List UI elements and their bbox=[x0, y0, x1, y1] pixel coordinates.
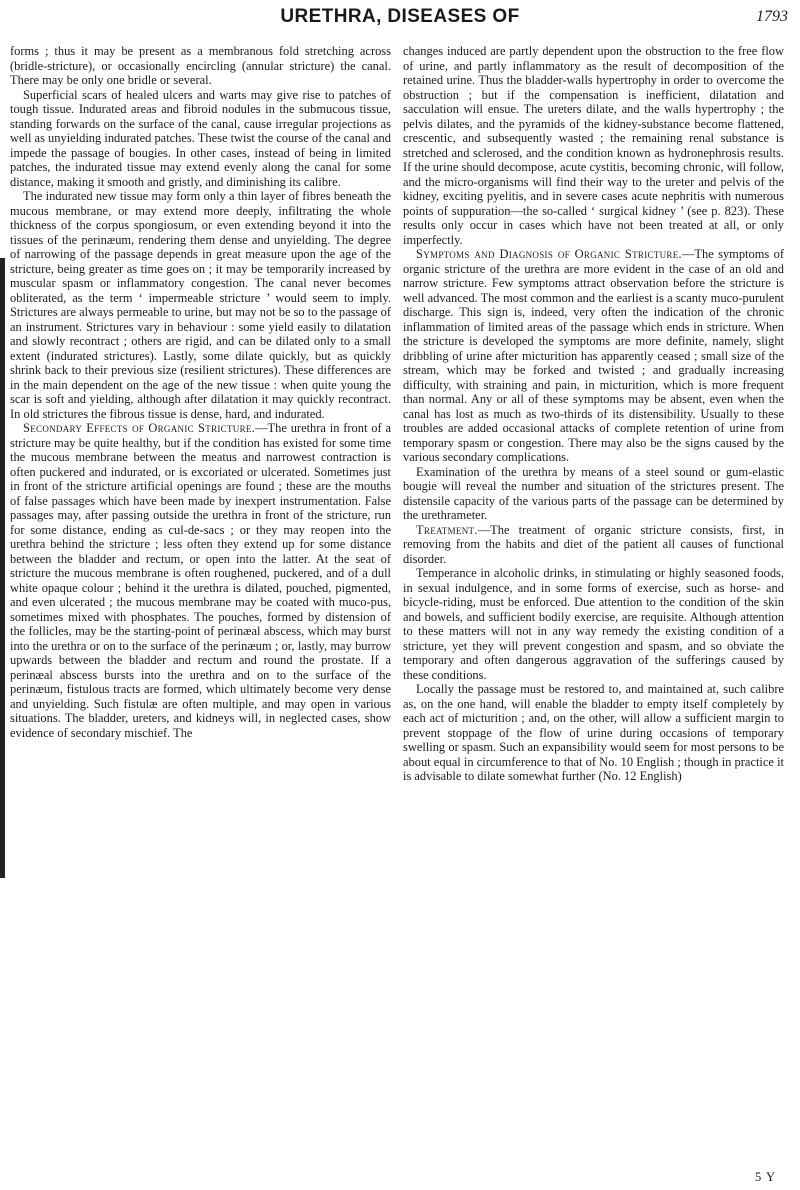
signature-mark: 5 Y bbox=[755, 1170, 776, 1184]
paragraph-text: —The treatment of organic stricture consists, first, in removing from the habits and diet of the patient all causes of functional disorder. bbox=[403, 522, 784, 566]
binding-rule bbox=[0, 258, 5, 878]
paragraph: Locally the passage must be restored to, and maintained at, such calibre as, on the one hand, will enable the bladder to empty itself completely by each act of micturition ; and, on the other, will allow a sufficient margin to prevent stoppage of the flow of urine during occasions of temporary swelling or spasm. Such an expansibility would seem for most persons to be about equal in circumference to that of No. 10 English ; though in practice it is advisable to dilate somewhat further (No. 12 English) bbox=[403, 682, 784, 783]
paragraph-text: —The urethra in front of a stricture may be quite healthy, but if the condition has existed for some time the mucous membrane between the meatus and narrowest contraction is often puckered and indurated, or is excoriated or ulcerated. Sometimes just in front of the stricture artificial openings are found ; these are the mouths of false passages which have been made by inexpert instrumentation. False passages may, after passing outside the urethra in front of the stricture, run for some distance, ending as cul-de-sacs ; or they may reopen into the urethra behind the stricture ; less often they extend up for some distance between the bladder and rectum, or open into the latter. At the seat of stricture the mucous membrane is often roughened, puckered, and of a dull white opaque colour ; behind it the urethra is dilated, pouched, pigmented, and even ulcerated ; the mucous membrane may be coated with muco-pus, sometimes mixed with phosphates. The pouches, formed by distension of the follicles, may be the starting-point of perinæal abscess, which may burst into the urethra or on to the surface of the perinæum ; or, lastly, may burrow upwards between the bladder and rectum and round the prostate. If a perinæal abscess bursts into the urethra and on to the surface of the perinæum, fistulous tracts are formed, which ultimately become very dense and unyielding. Such fistulæ are often multiple, and may open in various situations. The bladder, ureters, and kidneys will, in neglected cases, show evidence of secondary mischief. The bbox=[10, 421, 391, 740]
paragraph: Temperance in alcoholic drinks, in stimulating or highly seasoned foods, in sexual indulgence, and in some forms of exercise, such as horse- and bicycle-riding, must be enforced. Due attention to the condition of the skin and bowels, and sufficient bodily exercise, are requisite. Although attention to these matters will not in any way remedy the existing condition of a stricture, yet they will prevent congestion and spasm, and so obviate the temporary and often dangerous aggravation of the sufferings caused by these conditions. bbox=[403, 566, 784, 682]
paragraph-text: —The symptoms of organic stricture of the urethra are more evident in the case of an old and narrow stricture. Few symptoms attract observation before the stricture is well advanced. The most common and the earliest is a scanty muco-purulent discharge. This sign is, indeed, very often the indication of the chronic inflammation of limited areas of the passage which ends in stricture. When the stricture is developed the symptoms are more definite, namely, slight dribbling of urine after micturition has apparently ceased ; small size of the stream, which may be forked and twisted ; and gradually increasing difficulty, with straining and pain, in micturition, which is more frequent than normal. Any or all of these symptoms may be absent, even when the canal has lost as much as two-thirds of its distensibility. Usually to these troubles are added occasional attacks of complete retention of urine from temporary spasm or congestion. There may also be the signs caused by the various secondary complications. bbox=[403, 247, 784, 464]
section-heading: Secondary Effects of Organic Stricture. bbox=[23, 421, 256, 435]
paragraph: forms ; thus it may be present as a membranous fold stretching across (bridle-stricture), or occasionally encircling (annular stricture) the canal. There may be only one bridle or several. bbox=[10, 44, 391, 87]
paragraph: changes induced are partly dependent upon the obstruction to the free flow of urine, and partly inflammatory as the result of decomposition of the retained urine. Thus the bladder-walls hypertrophy in order to overcome the obstruction ; but if the compensation is inefficient, dilatation and sacculation will ensue. The ureters dilate, and the walls hypertrophy ; the pelvis dilates, and the pyramids of the kidney-substance become flattened, crescentic, and subsequently wasted ; the remaining renal substance is stretched and sclerosed, and the condition known as hydronephrosis results. If the urine should decompose, acute cystitis, becoming chronic, will follow, and the micro-organisms will find their way to the ureter and pelvis of the kidney, exciting pyelitis, and in severe cases acute nephritis with numerous points of suppuration—the so-called ‘ surgical kidney ’ (see p. 823). These results only occur in cases which have not been treated at all, or only imperfectly. bbox=[403, 44, 784, 247]
paragraph bbox=[403, 523, 784, 567]
right-column bbox=[403, 44, 784, 784]
paragraph: Examination of the urethra by means of a steel sound or gum-elastic bougie will reveal the number and situation of the strictures present. The distensile capacity of the various parts of the passage can be determined by the urethrameter. bbox=[403, 464, 784, 522]
page-header bbox=[0, 6, 800, 34]
paragraph: The indurated new tissue may form only a thin layer of fibres beneath the mucous membrane, or may extend more deeply, infiltrating the whole thickness of the corpus spongiosum, or even extending beyond it into the tissues of the perinæum, rendering them dense and unyielding. The degree of narrowing of the passage depends in great measure upon the age of the stricture, being greater as time goes on ; it may be temporarily increased by muscular spasm or inflammatory congestion. The canal never becomes obliterated, as the term ‘ impermeable stricture ’ would seem to imply. Strictures are always permeable to urine, but may not be so to the passage of an instrument. Strictures vary in behaviour : some yield easily to dilatation and slowly recontract ; others are rigid, and can be dilated only to a small extent (indurated strictures). Lastly, some dilate quickly, but as quickly shrink back to their previous size (resilient strictures). These differences are in the main dependent on the age of the new tissue : when quite young the scar is soft and yielding, although after dilatation it may quickly recontract. In old strictures the fibrous tissue is dense, hard, and indurated. bbox=[10, 189, 391, 421]
running-title: URETHRA, DISEASES OF bbox=[280, 6, 520, 27]
section-heading: Symptoms and Diagnosis of Organic Stricture. bbox=[416, 247, 682, 261]
section-heading: Treatment. bbox=[416, 522, 478, 537]
paragraph bbox=[10, 421, 391, 740]
paragraph bbox=[403, 247, 784, 465]
paragraph: Superficial scars of healed ulcers and warts may give rise to patches of tough tissue. Indurated areas and fibroid nodules in the submucous tissue, standing forwards on the surface of the canal, cause irregular projections as well as unyielding indurated patches. These twist the course of the canal and impede the passage of bougies. In other cases, instead of being in limited patches, the indurated tissue may extend evenly along the canal for some distance, making it smooth and gristly, and diminishing its calibre. bbox=[10, 87, 391, 189]
page-number: 1793 bbox=[756, 8, 788, 25]
left-column bbox=[10, 44, 391, 740]
